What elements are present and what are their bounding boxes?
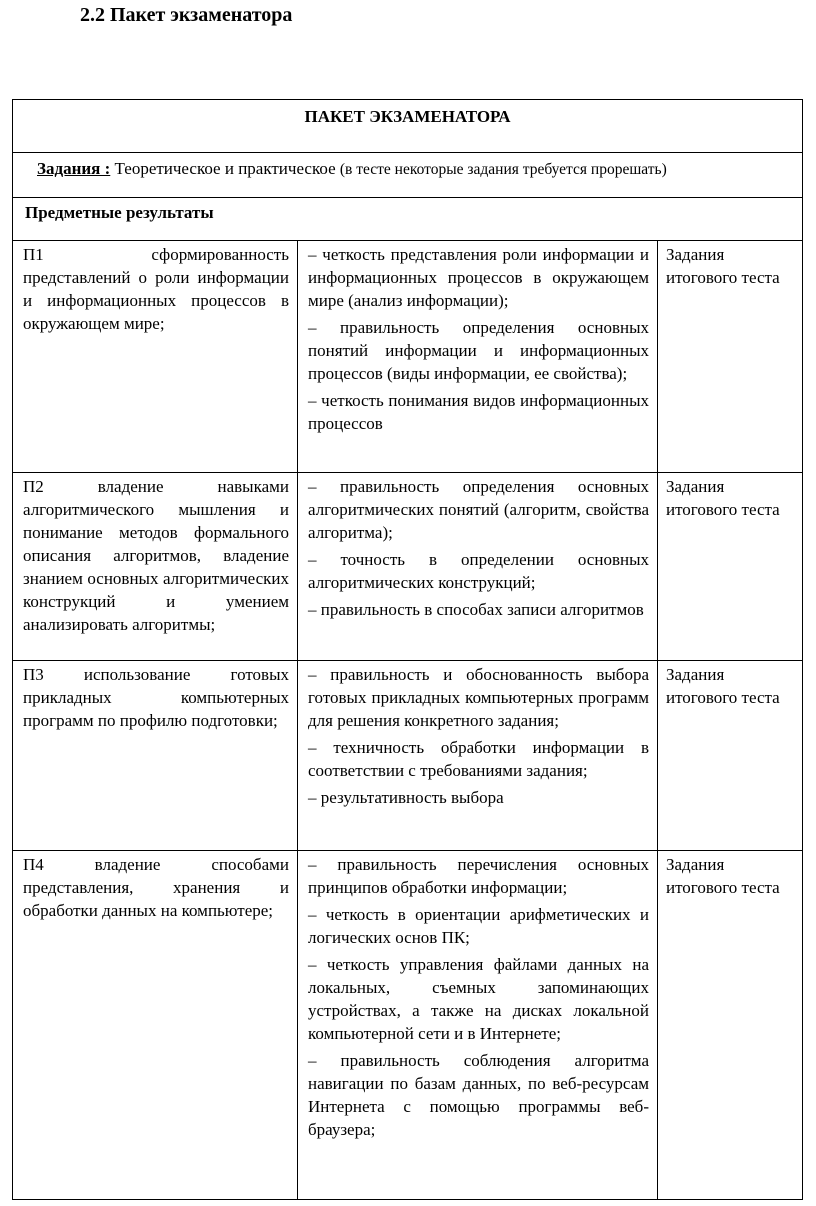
criterion-item: – техничность обработки информации в соответствии с требованиями задания; — [308, 738, 649, 780]
criterion-item: – четкость в ориентации арифметических и логических основ ПК; — [308, 905, 649, 947]
result-cell — [13, 851, 298, 1200]
assessment-cell — [658, 241, 803, 473]
table-title: ПАКЕТ ЭКЗАМЕНАТОРА — [304, 107, 511, 126]
criteria-cell — [298, 661, 658, 851]
criteria-cell — [298, 241, 658, 473]
criterion-item: – правильность соблюдения алгоритма навигации по базам данных, по веб-ресурсам Интернета с помощью программы веб-браузера; — [308, 1051, 649, 1139]
criterion-item: – правильность определения основных понятий информации и информационных процессов (виды информации, ее свойства); — [308, 318, 649, 383]
result-text: П3 использование готовых прикладных компьютерных программ по профилю подготовки; — [23, 665, 289, 730]
result-cell — [13, 661, 298, 851]
result-cell — [13, 473, 298, 661]
tasks-note: (в тесте некоторые задания требуется прорешать) — [339, 161, 667, 178]
subject-results-cell — [13, 198, 803, 241]
table-title-cell — [13, 100, 803, 153]
criterion-item: – точность в определении основных алгоритмических конструкций; — [308, 550, 649, 592]
assessment-text: Задания итогового теста — [666, 477, 780, 519]
table-row — [13, 241, 803, 473]
table-row — [13, 851, 803, 1200]
subject-results-label: Предметные результаты — [25, 203, 214, 222]
assessment-cell — [658, 473, 803, 661]
criterion-item: – правильность перечисления основных принципов обработки информации; — [308, 855, 649, 897]
result-text: П4 владение способами представления, хранения и обработки данных на компьютере; — [23, 855, 289, 920]
examiner-package-table — [12, 99, 803, 1200]
assessment-cell — [658, 661, 803, 851]
criterion-item: – четкость управления файлами данных на локальных, съемных запоминающих устройствах, а также на дисках локальной компьютерной сети и в Интернете; — [308, 955, 649, 1043]
assessment-cell — [658, 851, 803, 1200]
criterion-item: – правильность в способах записи алгоритмов — [308, 600, 644, 619]
tasks-cell — [13, 153, 803, 198]
criteria-cell — [298, 851, 658, 1200]
tasks-label: Задания : — [37, 159, 111, 178]
criterion-item: – правильность определения основных алгоритмических понятий (алгоритм, свойства алгоритма); — [308, 477, 649, 542]
section-heading: 2.2 Пакет экзаменатора — [80, 4, 293, 26]
criterion-item: – четкость понимания видов информационных процессов — [308, 391, 649, 433]
criterion-item: – правильность и обоснованность выбора готовых прикладных компьютерных программ для решения конкретного задания; — [308, 665, 649, 730]
criteria-cell — [298, 473, 658, 661]
table-row — [13, 473, 803, 661]
criterion-item: – результативность выбора — [308, 788, 504, 807]
assessment-text: Задания итогового теста — [666, 665, 780, 707]
result-text: П1 сформированность представлений о роли информации и информационных процессов в окружающем мире; — [23, 245, 289, 333]
assessment-text: Задания итогового теста — [666, 855, 780, 897]
criterion-item: – четкость представления роли информации и информационных процессов в окружающем мире (анализ информации); — [308, 245, 649, 310]
table-row — [13, 661, 803, 851]
assessment-text: Задания итогового теста — [666, 245, 780, 287]
result-cell — [13, 241, 298, 473]
result-text: П2 владение навыками алгоритмического мышления и понимание методов формального описания алгоритмов, владение знанием основных алгоритмических конструкций и умением анализировать алгоритмы; — [23, 477, 289, 634]
tasks-text: Теоретическое и практическое — [110, 159, 340, 178]
